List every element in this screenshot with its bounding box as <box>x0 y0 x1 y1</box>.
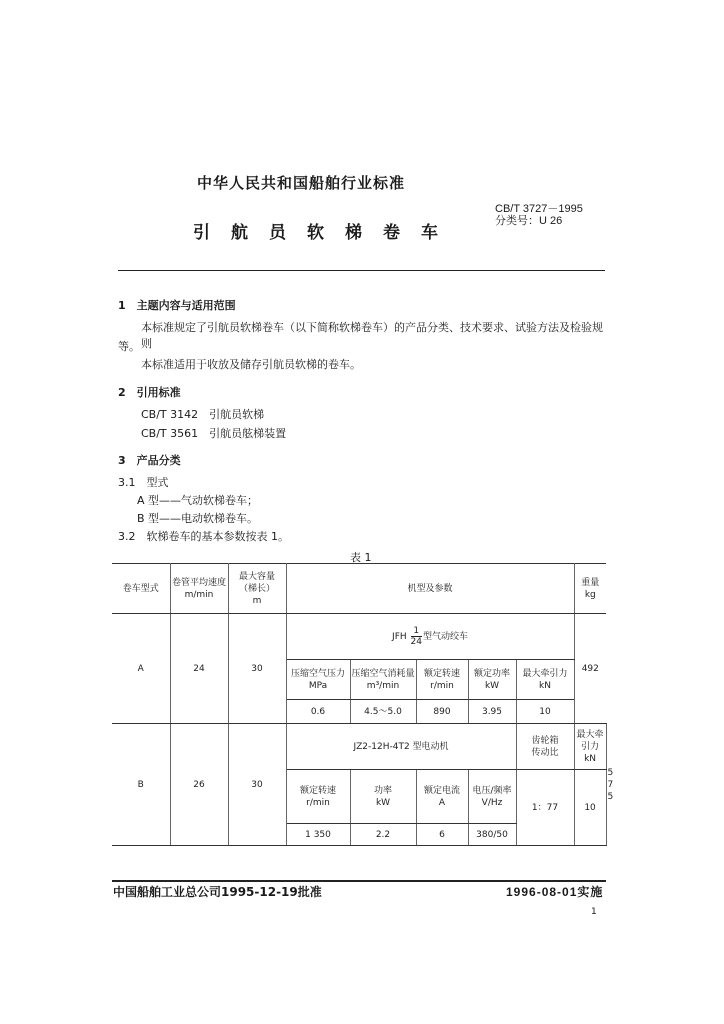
section-1-heading: 1 主题内容与适用范围 <box>118 299 236 312</box>
section-3-2-text: 3.2 软梯卷车的基本参数按表 1。 <box>118 530 289 543</box>
type-a-capacity: 30 <box>228 614 286 724</box>
param-header-max-pull: 最大牵引力 kN <box>516 660 574 700</box>
max-pull-value: 10 <box>574 770 606 846</box>
param-header-power: 功率 kW <box>350 770 416 824</box>
type-b-capacity: 30 <box>228 724 286 846</box>
header-capacity: 最大容量 （梯长） m <box>228 564 286 614</box>
type-a-definition: A 型——气动软梯卷车； <box>137 494 259 507</box>
section-3-1-heading: 3.1 型式 <box>118 476 169 489</box>
standard-code-block <box>495 203 583 227</box>
section-1-para-2: 本标准适用于收放及储存引航员软梯的卷车。 <box>141 358 361 371</box>
param-header-air-consumption: 压缩空气消耗量 m³/min <box>350 660 416 700</box>
type-b-speed: 26 <box>170 724 228 846</box>
type-a-weight: 492 <box>574 614 606 724</box>
type-b-definition: B 型——电动软梯卷车。 <box>137 512 259 525</box>
gear-ratio-value: 1：77 <box>516 770 574 846</box>
param-value-max-pull: 10 <box>516 700 574 724</box>
header-weight: 重量 kg <box>574 564 606 614</box>
type-a-speed: 24 <box>170 614 228 724</box>
max-pull-header: 最大牵引力 kN <box>574 724 606 770</box>
header-speed: 卷管平均速度 m/min <box>170 564 228 614</box>
document-title: 引航员软梯卷车 <box>193 223 459 243</box>
model-fraction: $\frac{1}{24}$ <box>410 626 422 647</box>
param-value-power: 2.2 <box>350 824 416 846</box>
param-value-rated-speed: 890 <box>416 700 468 724</box>
section-3-heading: 3 产品分类 <box>118 454 181 467</box>
section-1-para-1: 本标准规定了引航员软梯卷车（以下简称软梯卷车）的产品分类、技术要求、试验方法及检验规则 <box>141 321 603 350</box>
param-value-rated-power: 3.95 <box>468 700 516 724</box>
param-value-voltage-frequency: 380/50 <box>468 824 516 846</box>
reference-2: CB/T 3561 引航员舷梯装置 <box>141 427 287 440</box>
table-header-row <box>112 564 606 614</box>
page-number: 1 <box>591 907 597 917</box>
gear-ratio-header: 齿轮箱 传动比 <box>516 724 574 770</box>
param-header-rated-power: 额定功率 kW <box>468 660 516 700</box>
table-row: B 26 30 JZ2-12H-4T2 型电动机 齿轮箱 传动比 最大牵引力 kN 575 <box>112 724 606 770</box>
footer-rule <box>112 880 606 882</box>
param-value-air-pressure: 0.6 <box>286 700 350 724</box>
parameters-table <box>112 563 614 846</box>
section-2-heading: 2 引用标准 <box>118 386 181 399</box>
table-row <box>112 614 606 660</box>
param-value-rated-current: 6 <box>416 824 468 846</box>
param-value-air-consumption: 4.5～5.0 <box>350 700 416 724</box>
table-caption: 表 1 <box>350 551 372 564</box>
effective-date: 1996-08-01实施 <box>506 885 604 899</box>
header-params: 机型及参数 <box>286 564 574 614</box>
approval-line: 中国船舶工业总公司1995-12-19批准 <box>113 885 322 899</box>
header-rule <box>118 270 605 271</box>
param-header-rated-speed-b: 额定转速 r/min <box>286 770 350 824</box>
classification-number: 分类号：U 26 <box>495 215 563 227</box>
header-type: 卷车型式 <box>112 564 170 614</box>
issuing-body: 中华人民共和国船舶行业标准 <box>197 174 406 192</box>
type-b-model: JZ2-12H-4T2 型电动机 <box>286 724 516 770</box>
param-header-rated-speed: 额定转速 r/min <box>416 660 468 700</box>
param-header-voltage-frequency: 电压/频率 V/Hz <box>468 770 516 824</box>
type-b-cell: B <box>112 724 170 846</box>
reference-1: CB/T 3142 引航员软梯 <box>141 408 265 421</box>
param-header-rated-current: 额定电流 A <box>416 770 468 824</box>
standard-number: CB/T 3727－1995 <box>495 203 583 215</box>
param-value-rated-speed-b: 1 350 <box>286 824 350 846</box>
section-1-para-1-cont: 等。 <box>118 340 140 353</box>
type-a-cell: A <box>112 614 170 724</box>
type-a-model: JFH $\frac{1}{24}$ 型气动绞车 <box>286 614 574 660</box>
param-header-air-pressure: 压缩空气压力 MPa <box>286 660 350 700</box>
